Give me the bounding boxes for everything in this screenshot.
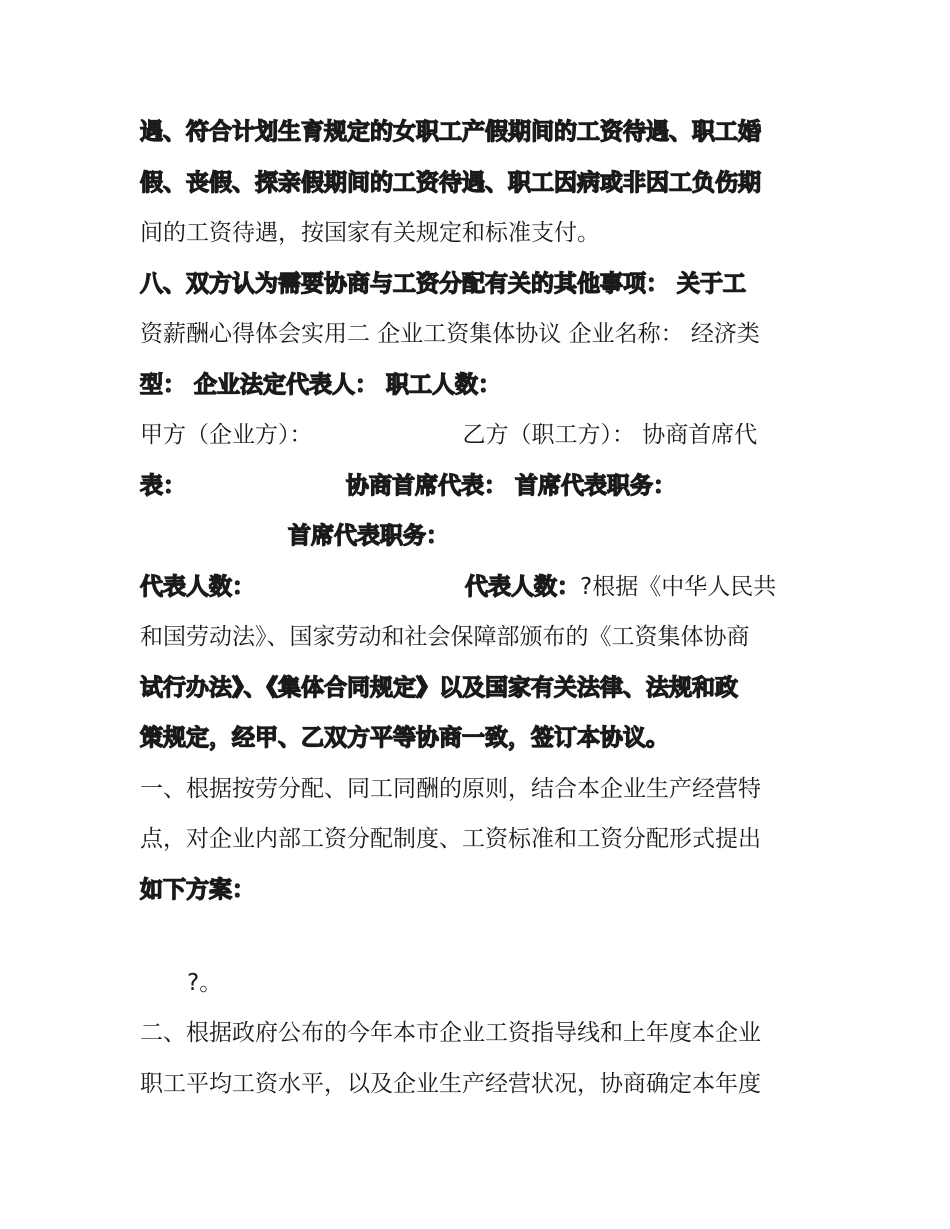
text-line-7 [140, 420, 757, 450]
text-line-5 [140, 319, 760, 349]
text-segment: 甲方（企业方）： [140, 422, 313, 448]
text-segment: 点，对企业内部工资分配制度、工资标准和工资分配形式提出 [140, 826, 761, 852]
text-segment: 型： 企业法定代表人： 职工人数： [140, 372, 502, 398]
text-line-15 [140, 824, 761, 854]
text-line-14 [140, 774, 761, 804]
text-line-18 [140, 1018, 761, 1048]
text-line-19 [140, 1069, 761, 1099]
text-segment: 职工平均工资水平，以及企业生产经营状况，协商确定本年度 [140, 1071, 761, 1097]
text-segment: 协商首席代表： 首席代表职务： [346, 473, 677, 499]
text-segment: ?根据《中华人民共 [580, 574, 777, 600]
text-line-10 [140, 572, 776, 602]
text-line-4 [140, 269, 746, 299]
text-segment: 间的工资待遇，按国家有关规定和标准支付。 [140, 220, 600, 246]
text-segment: 二、根据政府公布的今年本市企业工资指导线和上年度本企业 [140, 1020, 761, 1046]
text-segment: 如下方案： [140, 877, 255, 903]
text-segment: ?。 [187, 970, 223, 996]
text-line-12 [140, 673, 738, 703]
text-segment: 八、双方认为需要协商与工资分配有关的其他事项： 关于工 [140, 271, 747, 297]
text-segment: 遇、符合计划生育规定的女职工产假期间的工资待遇、职工婚 [140, 119, 761, 145]
text-line-1 [140, 117, 761, 147]
text-line-9 [288, 521, 449, 551]
text-line-8 [140, 471, 676, 501]
text-segment: 资薪酬心得体会实用二 企业工资集体协议 企业名称： 经济类 [140, 321, 760, 347]
text-line-16 [140, 875, 255, 905]
text-line-3 [140, 218, 600, 248]
text-segment: 表： [140, 473, 186, 499]
text-line-11 [140, 622, 750, 652]
text-segment: 一、根据按劳分配、同工同酬的原则，结合本企业生产经营特 [140, 776, 761, 802]
text-line-13 [140, 723, 669, 753]
text-line-17 [187, 968, 222, 998]
text-segment: 首席代表职务： [288, 523, 449, 549]
text-line-6 [140, 370, 501, 400]
text-segment: 策规定，经甲、乙双方平等协商一致，签订本协议。 [140, 725, 669, 751]
text-segment: 乙方（职工方）： 协商首席代 [462, 422, 758, 448]
text-segment: 试行办法》、《集体合同规定》以及国家有关法律、法规和政 [140, 675, 738, 701]
text-line-2 [140, 168, 761, 198]
text-segment: 代表人数： [140, 574, 255, 600]
text-segment: 代表人数： [465, 574, 580, 600]
text-segment: 和国劳动法》、国家劳动和社会保障部颁布的《工资集体协商 [140, 624, 750, 650]
text-segment: 假、丧假、探亲假期间的工资待遇、职工因病或非因工负伤期 [140, 170, 761, 196]
